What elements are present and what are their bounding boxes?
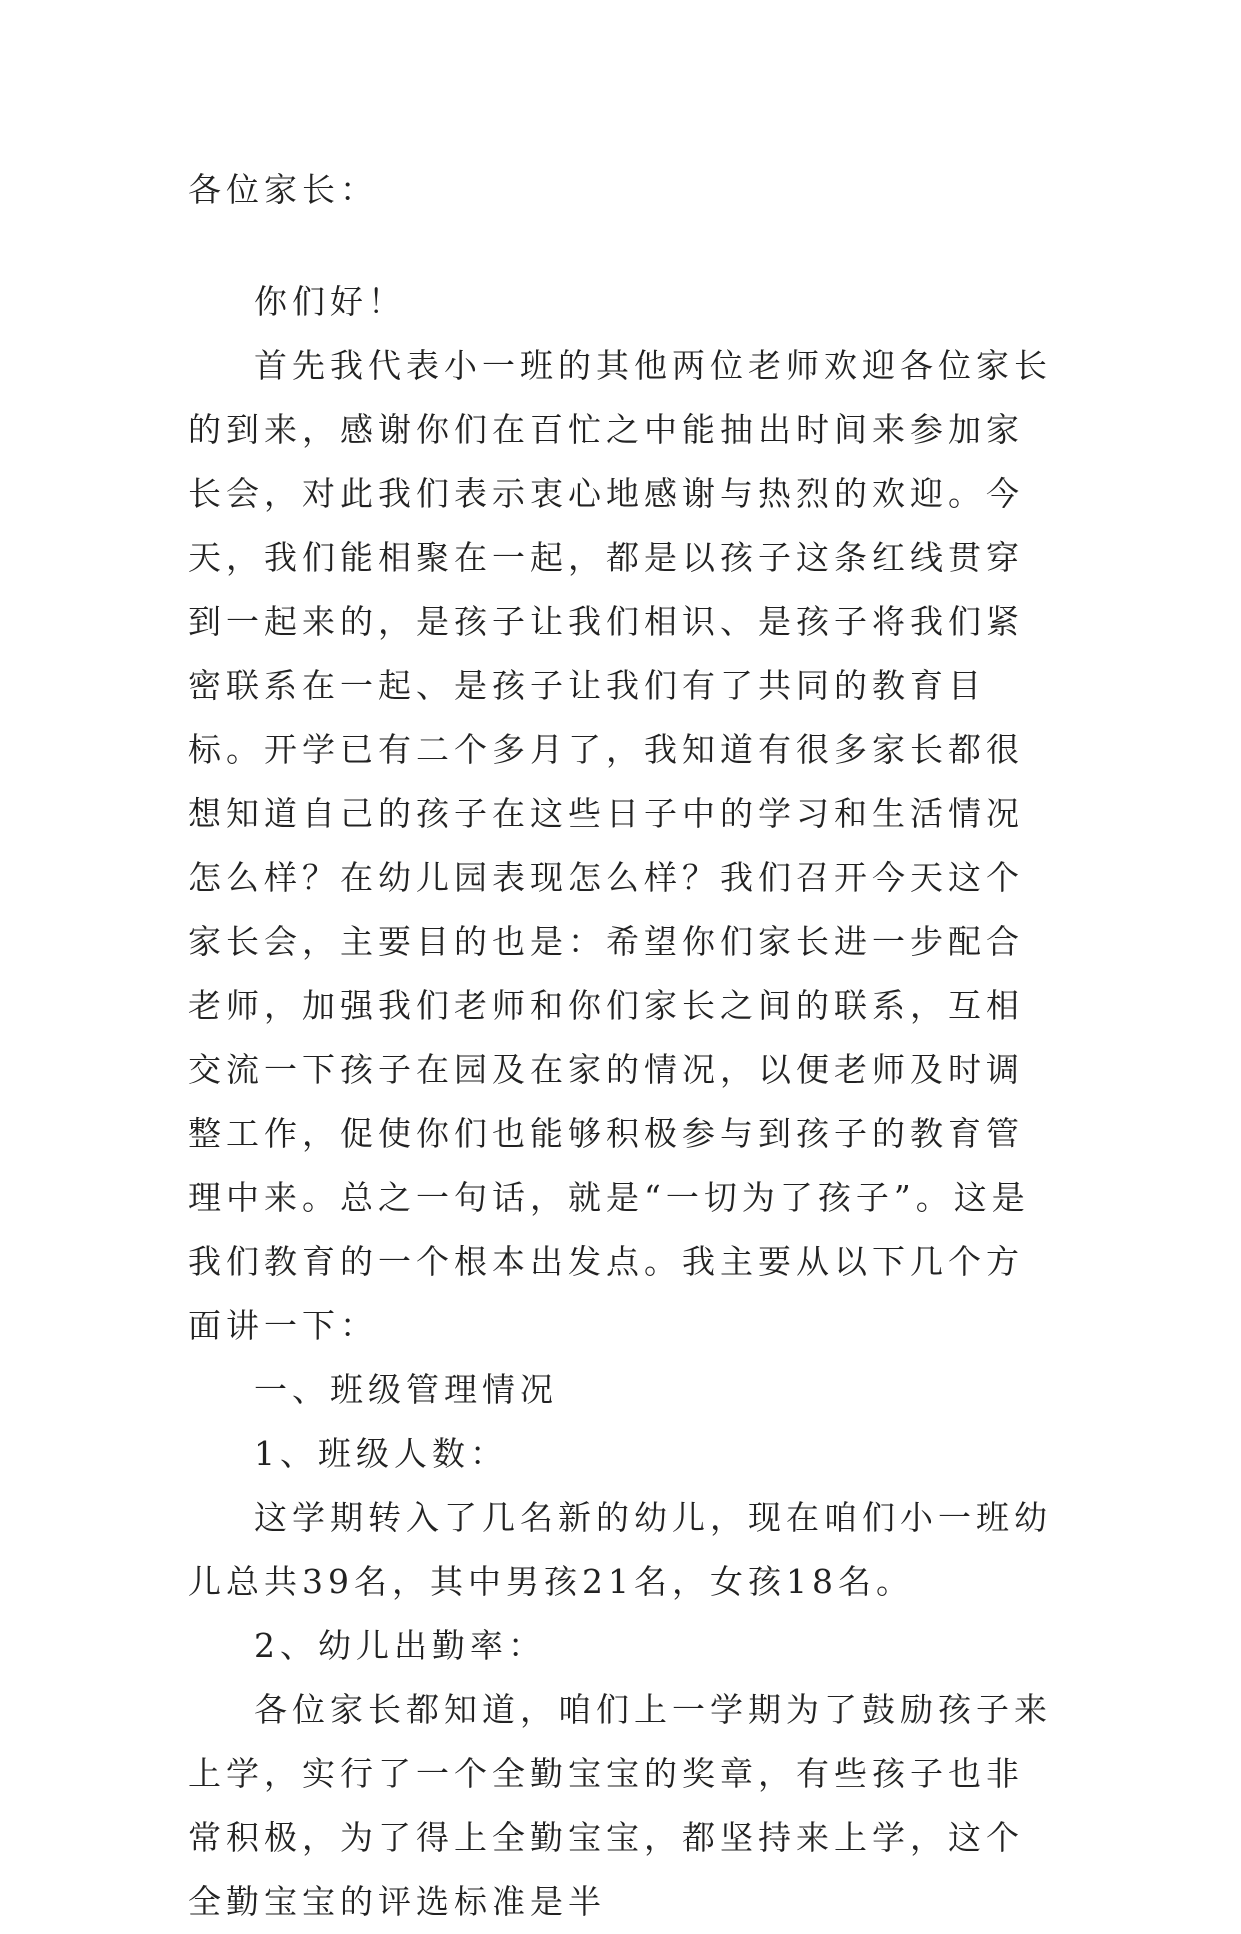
salutation: 各位家长：	[188, 170, 378, 209]
document-body	[188, 158, 1058, 1934]
item-heading-attendance: 2、幼儿出勤率：	[254, 1626, 546, 1665]
intro-paragraph: 首先我代表小一班的其他两位老师欢迎各位家长的到来，感谢你们在百忙之中能抽出时间来参加家长会，对此我们表示衷心地感谢与热烈的欢迎。今天，我们能相聚在一起，都是以孩子这条红线贯穿到一起来的，是孩子让我们相识、是孩子将我们紧密联系在一起、是孩子让我们有了共同的教育目标。开学已有二个多月了，我知道有很多家长都很想知道自己的孩子在这些日子中的学习和生活情况怎么样？在幼儿园表现怎么样？我们召开今天这个家长会，主要目的也是：希望你们家长进一步配合老师，加强我们老师和你们家长之间的联系，互相交流一下孩子在园及在家的情况，以便老师及时调整工作，促使你们也能够积极参与到孩子的教育管理中来。总之一句话，就是“一切为了孩子”。这是我们教育的一个根本出发点。我主要从以下几个方面讲一下：	[188, 346, 1052, 1345]
greeting: 你们好！	[254, 282, 406, 321]
paragraph-class-size: 这学期转入了几名新的幼儿，现在咱们小一班幼儿总共39名，其中男孩21名，女孩18名。	[188, 1498, 1052, 1601]
item-heading-class-size: 1、班级人数：	[254, 1434, 508, 1473]
section-heading-class-management: 一、班级管理情况	[254, 1370, 558, 1409]
paragraph-attendance: 各位家长都知道，咱们上一学期为了鼓励孩子来上学，实行了一个全勤宝宝的奖章，有些孩子也非常积极，为了得上全勤宝宝，都坚持来上学，这个全勤宝宝的评选标准是半	[188, 1690, 1052, 1921]
